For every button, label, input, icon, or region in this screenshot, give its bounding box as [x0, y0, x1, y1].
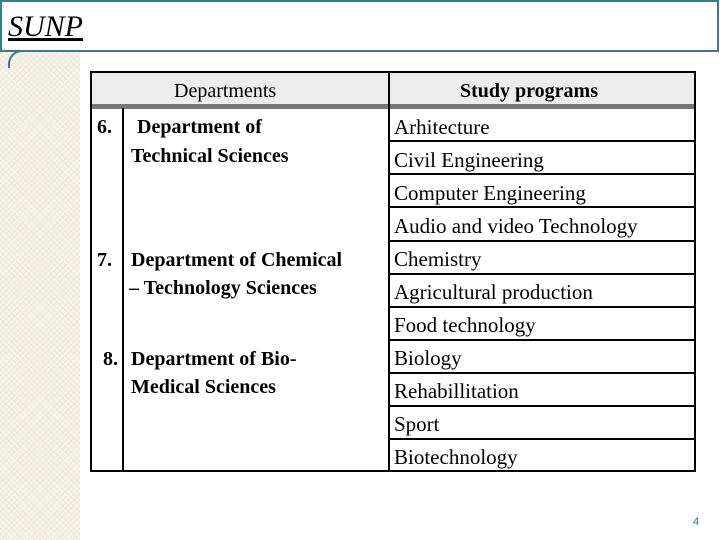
row-divider [388, 173, 696, 175]
program-cell: Arhitecture [394, 115, 490, 139]
row-divider [388, 306, 696, 308]
row-divider [388, 206, 696, 208]
number-column-divider [122, 108, 124, 472]
row-divider [388, 140, 696, 142]
department-number: 8. [103, 348, 118, 370]
page-number: 4 [693, 516, 700, 528]
department-number: 7. [97, 249, 112, 271]
department-column-divider [388, 71, 390, 472]
header-study-programs: Study programs [460, 80, 598, 102]
title-band [0, 0, 719, 52]
decorative-side-strip [0, 0, 80, 540]
department-name-line2: Technical Sciences [131, 145, 289, 167]
program-cell: Biotechnology [394, 445, 518, 469]
program-cell: Agricultural production [394, 280, 593, 304]
row-divider [388, 372, 696, 374]
department-number: 6. [97, 116, 112, 138]
department-name-line1: Department of Bio- [131, 348, 297, 370]
program-cell: Biology [394, 346, 462, 370]
program-cell: Food technology [394, 313, 536, 337]
row-divider [388, 405, 696, 407]
row-divider [388, 339, 696, 341]
program-cell: Rehabillitation [394, 379, 519, 403]
header-departments: Departments [174, 80, 277, 102]
program-cell: Chemistry [394, 247, 482, 271]
department-name-line2: – Technology Sciences [129, 277, 317, 299]
program-cell: Civil Engineering [394, 148, 544, 172]
department-name-line1: Department of [137, 116, 262, 138]
program-cell: Audio and video Technology [394, 214, 638, 238]
program-cell: Computer Engineering [394, 181, 586, 205]
department-name-line1: Department of Chemical [131, 249, 343, 271]
department-name-line2: Medical Sciences [131, 376, 276, 398]
program-cell: Sport [394, 412, 440, 436]
row-divider [388, 273, 696, 275]
row-divider [388, 438, 696, 440]
row-divider [388, 240, 696, 242]
slide-title: SUNP [8, 10, 83, 43]
